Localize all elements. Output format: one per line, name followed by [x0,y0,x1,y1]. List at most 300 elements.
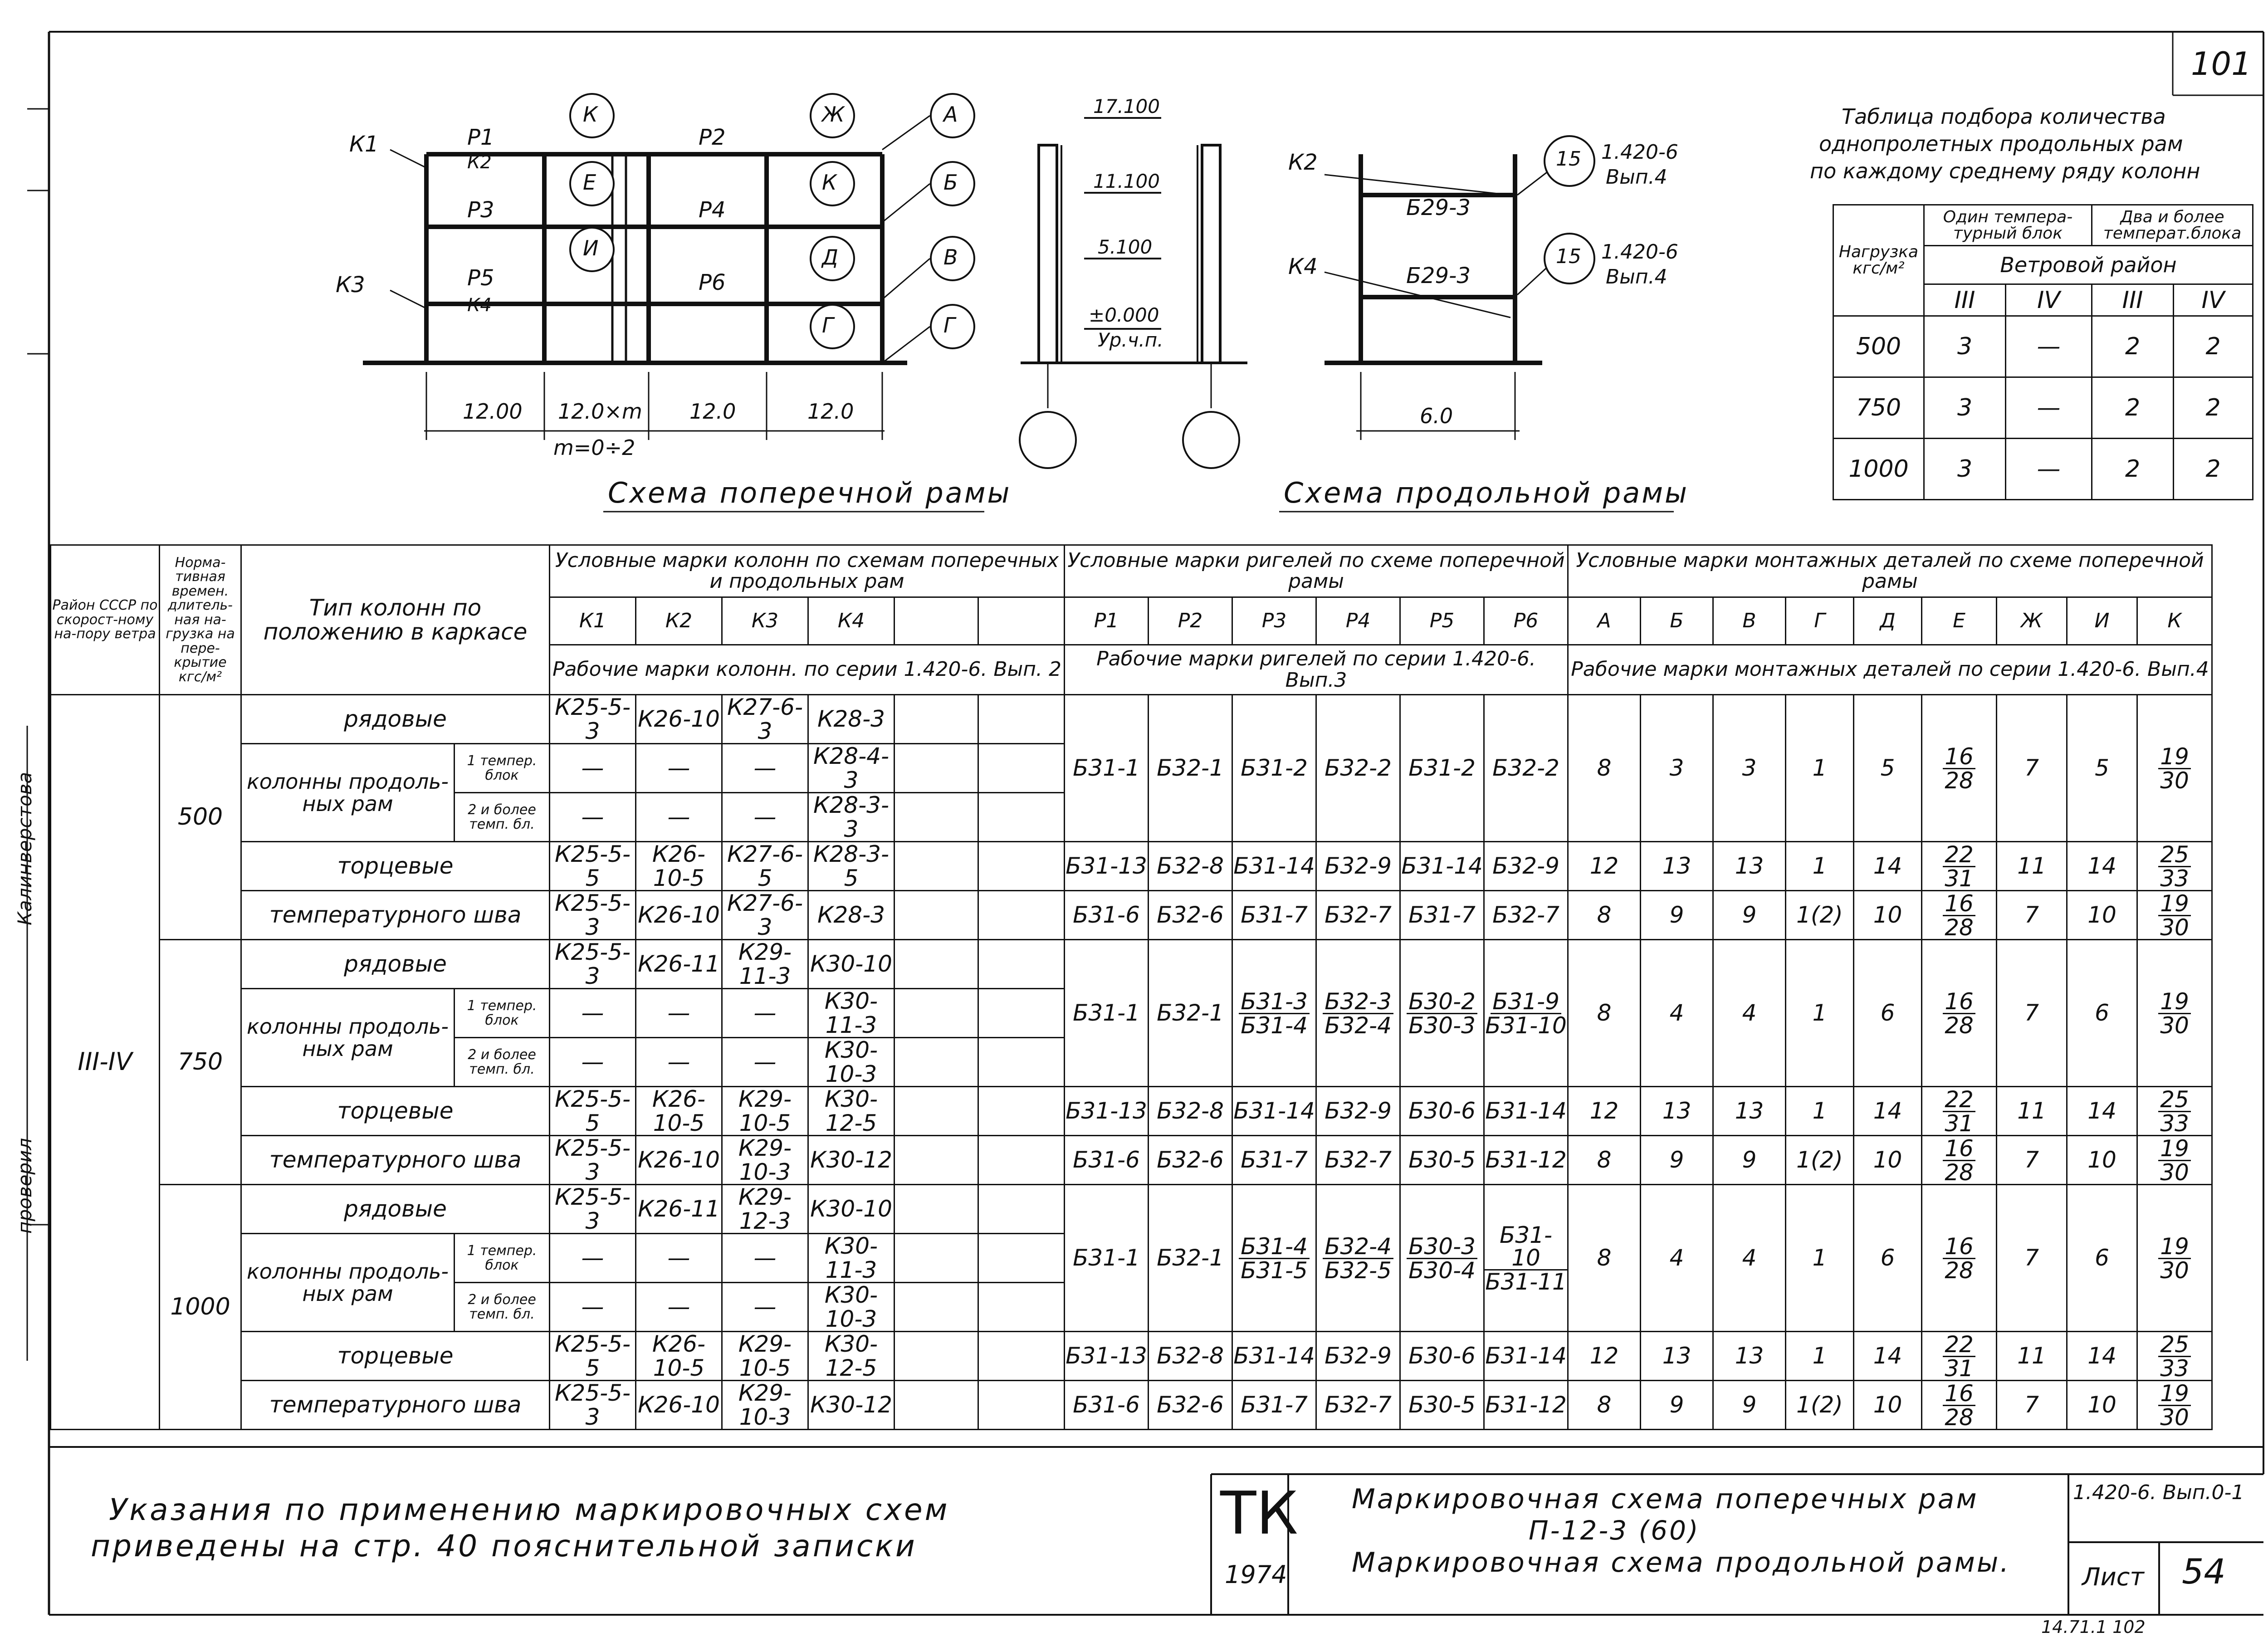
detail-cell: 4 [1713,940,1786,1087]
detail-cell: 8 [1568,1185,1641,1332]
detail-cell [1922,1332,1997,1381]
detail-cell: 8 [1568,1381,1641,1430]
column-mark: К30-12-5 [808,1087,894,1136]
detail-cell: 1 [1786,940,1854,1087]
type-long-label: колонны продоль-ных рам [241,744,455,842]
detail-cell [2137,1136,2212,1185]
beam-cell: Б32-7 [1484,891,1568,940]
empty-cell [894,1185,978,1234]
column-mark: — [722,1283,808,1332]
beam-top: Б32-4 [1323,1235,1393,1259]
h-det-group: Условные марки монтажных деталей по схеме поперечной рамы [1568,545,2212,597]
column-mark: К30-11-3 [808,1234,894,1283]
frac-den: 30 [2160,1159,2189,1185]
detail-cell: 7 [1997,1136,2067,1185]
fraction-value [1943,990,1975,1037]
detail-cell: 10 [1854,1136,1922,1185]
marking-table [50,544,2213,1430]
level-17100: 17.100 [1093,95,1160,117]
empty-cell [978,1332,1065,1381]
column-mark: К29-10-3 [722,1136,808,1185]
column-mark: К25-5-3 [550,1136,636,1185]
type-row-label: рядовые [241,695,550,744]
frac-den: 33 [2160,865,2189,891]
frac-den: 31 [1945,1355,1974,1381]
beam-cell: Б31-1 [1065,940,1149,1087]
column-mark: — [550,1234,636,1283]
column-mark: — [550,1283,636,1332]
long-ref-1b: Вып.4 [1606,166,1667,189]
frac-num: 19 [2158,1235,2191,1259]
beam-cell: Б31-7 [1232,1381,1316,1430]
detail-cell: 1(2) [1786,1381,1854,1430]
label-p2: Р2 [699,125,726,150]
beam-cell [1484,1185,1568,1332]
circle-b: Б [943,170,958,195]
h-col-work: Рабочие марки колонн. по серии 1.420-6. Вып. 2 [550,645,1065,695]
detail-cell: 14 [2067,842,2137,891]
beam-cell: Б32-6 [1149,891,1232,940]
empty-cell [978,891,1065,940]
frac-num: 16 [1943,990,1975,1014]
beam-cell: Б31-12 [1484,1381,1568,1430]
h-region: Район СССР по скорост-ному на-пору ветра [51,545,160,695]
fraction-value [2158,1088,2191,1135]
type-temp-label: температурного шва [241,891,550,940]
empty-cell [894,1038,978,1087]
detail-cell: 6 [1854,940,1922,1087]
detail-cell: 8 [1568,1136,1641,1185]
beam-cell: Б32-8 [1149,842,1232,891]
beam-cell [1484,940,1568,1087]
detail-cell: 13 [1713,842,1786,891]
sel-cell: 2 [2092,377,2174,439]
detail-cell [1922,1185,1997,1332]
footer-title-2: П-12-3 (60) [1529,1515,1700,1546]
column-mark: К25-5-3 [550,1185,636,1234]
detail-cell: 7 [1997,1185,2067,1332]
column-mark: — [722,744,808,793]
beam-top: Б30-2 [1407,990,1477,1014]
sel-h-one: Один темпера-турный блок [1924,205,2092,246]
label-p1: Р1 [467,125,494,150]
beam-cell: Б31-7 [1400,891,1484,940]
empty-cell [894,1234,978,1283]
type-one-label: 1 темпер. блок [455,1234,550,1283]
beam-cell: Б32-1 [1149,940,1232,1087]
h-type: Тип колонн по положению в каркасе [241,545,550,695]
fraction-value [1943,892,1975,939]
h-zh: Ж [1997,597,2067,645]
column-mark: К30-10 [808,940,894,989]
column-mark: К30-11-3 [808,989,894,1038]
footer-sheet-label: Лист [2082,1563,2144,1591]
detail-cell: 8 [1568,891,1641,940]
column-mark: — [722,1234,808,1283]
beam-cell: Б31-14 [1400,842,1484,891]
detail-cell [1922,891,1997,940]
beam-pair [1323,990,1393,1037]
frac-den: 33 [2160,1355,2189,1381]
type-two-label: 2 и более темп. бл. [455,793,550,842]
empty-cell [894,989,978,1038]
beam-pair [1407,990,1477,1037]
detail-cell: 1 [1786,1332,1854,1381]
detail-cell: 9 [1641,891,1713,940]
detail-cell: 10 [2067,1136,2137,1185]
longitudinal-frame-drawing [1325,154,1542,363]
beam-cell: Б32-9 [1316,842,1400,891]
column-mark: — [636,989,722,1038]
detail-cell: 4 [1713,1185,1786,1332]
h-p6: Р6 [1484,597,1568,645]
fraction-value [1943,1137,1975,1184]
detail-cell: 1 [1786,1185,1854,1332]
beam-cell: Б32-7 [1316,1136,1400,1185]
column-mark: К26-11 [636,1185,722,1234]
column-mark: — [550,989,636,1038]
detail-cell: 6 [1854,1185,1922,1332]
circle-k: К [822,170,837,195]
empty-cell [978,1283,1065,1332]
beam-bottom: Б31-11 [1485,1268,1567,1295]
detail-cell: 5 [1854,695,1922,842]
empty-cell [978,989,1065,1038]
detail-cell: 12 [1568,1332,1641,1381]
sel-load-750: 750 [1833,377,1924,439]
footer-title-3: Маркировочная схема продольной рамы. [1352,1547,2011,1578]
beam-cell: Б31-13 [1065,1332,1149,1381]
detail-cell [2137,1381,2212,1430]
beam-top: Б31-3 [1239,990,1310,1014]
detail-cell: 8 [1568,940,1641,1087]
beam-cell: Б30-6 [1400,1332,1484,1381]
h-col-group: Условные марки колонн по схемам поперечных и продольных рам [550,545,1065,597]
m-note: m=0÷2 [553,435,635,460]
column-mark: — [550,1038,636,1087]
circle-d: Д [822,245,838,269]
beam-cell: Б32-9 [1484,842,1568,891]
column-mark: К26-10-5 [636,1087,722,1136]
h-p5: Р5 [1400,597,1484,645]
h-rig-work: Рабочие марки ригелей по серии 1.420-6. Вып.3 [1065,645,1568,695]
frac-num: 16 [1943,1137,1975,1161]
beam-cell: Б31-14 [1232,1087,1316,1136]
detail-cell: 13 [1641,1332,1713,1381]
detail-cell: 4 [1641,1185,1713,1332]
fraction-value [2158,1333,2191,1380]
detail-cell: 13 [1713,1332,1786,1381]
beam-cell: Б31-6 [1065,1381,1149,1430]
detail-cell: 1(2) [1786,1136,1854,1185]
beam-cell: Б31-13 [1065,842,1149,891]
empty-cell [978,842,1065,891]
beam-cell [1232,940,1316,1087]
beam-cell: Б32-6 [1149,1381,1232,1430]
beam-cell: Б32-9 [1316,1332,1400,1381]
type-end-label: торцевые [241,1332,550,1381]
detail-cell [2137,1087,2212,1136]
column-mark: К30-12-5 [808,1332,894,1381]
circle-i: И [583,236,599,260]
empty-cell [894,744,978,793]
marking-table-body [51,695,2212,1430]
detail-cell: 13 [1641,842,1713,891]
frac-num: 16 [1943,1382,1975,1406]
frac-num: 22 [1943,1333,1975,1357]
type-long-label: колонны продоль-ных рам [241,1234,455,1332]
level-11100: 11.100 [1093,170,1160,192]
detail-cell: 10 [1854,1381,1922,1430]
sel-cell: — [2006,377,2092,439]
type-two-label: 2 и более темп. бл. [455,1038,550,1087]
fraction-value [2158,1235,2191,1282]
beam-bottom: Б31-10 [1485,1012,1567,1039]
column-mark: К25-5-5 [550,1332,636,1381]
frac-num: 16 [1943,745,1975,769]
beam-pair [1239,990,1310,1037]
column-mark: К25-5-3 [550,1381,636,1430]
detail-cell: 1(2) [1786,891,1854,940]
sel-cell: 3 [1924,439,2006,500]
sel-h-load: Нагрузка кгс/м² [1833,205,1924,316]
frac-den: 30 [2160,767,2189,794]
label-k3: К3 [336,272,365,298]
load-cell: 1000 [160,1185,241,1430]
detail-cell: 8 [1568,695,1641,842]
footer-tk: ТК [1220,1479,1298,1548]
empty-cell [978,1381,1065,1430]
detail-cell: 6 [2067,940,2137,1087]
empty-cell [978,1038,1065,1087]
beam-cell: Б31-1 [1065,1185,1149,1332]
column-mark: К26-10 [636,695,722,744]
fraction-value [1943,1382,1975,1429]
long-ref-2a: 1.420-6 [1601,240,1678,264]
beam-cell: Б31-6 [1065,891,1149,940]
beam-bottom: Б31-5 [1241,1257,1308,1284]
column-mark: К27-6-5 [722,842,808,891]
column-mark: — [722,1038,808,1087]
circle-g2: Г [943,313,955,337]
sel-h-wind: Ветровой район [1924,246,2253,284]
sel-cell: — [2006,439,2092,500]
footer-sheet-number: 54 [2182,1551,2226,1592]
corner-sheet-number: 101 [2191,45,2252,83]
beam-cell: Б32-7 [1316,1381,1400,1430]
beam-bottom: Б30-3 [1408,1012,1476,1039]
selection-table [1833,204,2253,500]
label-p3: Р3 [467,197,494,223]
sel-sub-3: III [2092,284,2174,316]
h-norm: Норма-тивная времен. длитель-ная на-грузка на пере-крытие кгс/м² [160,545,241,695]
column-mark: К25-5-5 [550,1087,636,1136]
long-ref-2b: Вып.4 [1606,265,1667,288]
sel-sub-1: III [1924,284,2006,316]
fraction-value [2158,745,2191,792]
detail-cell: 12 [1568,842,1641,891]
detail-cell [1922,1136,1997,1185]
h-p2: Р2 [1149,597,1232,645]
beam-cell: Б31-1 [1065,695,1149,842]
column-mark: К26-10 [636,1381,722,1430]
type-row-label: рядовые [241,940,550,989]
level-5100: 5.100 [1098,236,1153,258]
empty-cell [894,1087,978,1136]
long-circle-2: 15 [1556,245,1581,268]
h-e: Е [1922,597,1997,645]
column-mark: — [636,744,722,793]
column-mark: К30-12 [808,1381,894,1430]
label-k2: К2 [467,152,492,173]
column-mark: К29-10-5 [722,1087,808,1136]
load-cell: 750 [160,940,241,1185]
empty-cell [894,695,978,744]
fraction-value [1943,1088,1975,1135]
sel-cell: 2 [2174,316,2253,377]
beam-cell: Б32-7 [1316,891,1400,940]
label-p4: Р4 [699,197,726,223]
detail-cell [1922,842,1997,891]
empty-cell [978,793,1065,842]
frac-den: 28 [1945,1012,1974,1039]
sel-cell: 2 [2174,439,2253,500]
detail-cell: 10 [1854,891,1922,940]
long-circle-1: 15 [1556,147,1581,171]
beam-cell: Б32-8 [1149,1332,1232,1381]
column-mark: К28-3 [808,891,894,940]
column-mark: К30-12 [808,1136,894,1185]
detail-cell: 7 [1997,940,2067,1087]
type-two-label: 2 и более темп. бл. [455,1283,550,1332]
type-temp-label: температурного шва [241,1381,550,1430]
h-rig-group: Условные марки ригелей по схеме поперечной рамы [1065,545,1568,597]
label-p6: Р6 [699,270,726,295]
column-mark: К29-10-5 [722,1332,808,1381]
circle-k-top: К [583,102,598,127]
h-b: Б [1641,597,1713,645]
frac-num: 25 [2158,1333,2191,1357]
detail-cell [1922,1381,1997,1430]
sel-title-3: по каждому среднему ряду колонн [1810,159,2200,183]
empty-cell [894,1381,978,1430]
dim-2: 12.0×m [558,399,642,424]
long-label-k4: К4 [1288,254,1318,279]
column-mark: К28-4-3 [808,744,894,793]
sel-load-500: 500 [1833,316,1924,377]
frac-den: 28 [1945,914,1974,940]
column-mark: К27-6-3 [722,891,808,940]
frac-den: 28 [1945,767,1974,794]
detail-cell [2137,842,2212,891]
column-mark: К26-10-5 [636,842,722,891]
detail-cell: 11 [1997,1087,2067,1136]
h-k: К [2137,597,2212,645]
frac-num: 19 [2158,1137,2191,1161]
h-empty [894,597,978,645]
fraction-value [1943,745,1975,792]
detail-cell: 9 [1713,891,1786,940]
caption-transverse: Схема поперечной рамы [608,476,1012,509]
frac-den: 33 [2160,1110,2189,1136]
column-mark: — [722,793,808,842]
detail-cell: 3 [1641,695,1713,842]
long-ref-1a: 1.420-6 [1601,141,1678,164]
empty-cell [894,1136,978,1185]
empty-cell [978,744,1065,793]
frac-num: 25 [2158,843,2191,867]
circle-e: Е [583,170,596,195]
detail-cell: 14 [2067,1087,2137,1136]
column-mark: К25-5-5 [550,842,636,891]
beam-cell: Б31-7 [1232,891,1316,940]
empty-cell [978,940,1065,989]
detail-cell [2137,940,2212,1087]
detail-cell: 9 [1641,1136,1713,1185]
fraction-value [2158,892,2191,939]
detail-cell: 1 [1786,1087,1854,1136]
beam-cell: Б31-14 [1232,842,1316,891]
column-mark: К26-10 [636,891,722,940]
frac-num: 19 [2158,745,2191,769]
frac-num: 19 [2158,892,2191,916]
frac-den: 31 [1945,865,1974,891]
detail-cell [1922,1087,1997,1136]
type-one-label: 1 темпер. блок [455,744,550,793]
beam-cell: Б32-1 [1149,1185,1232,1332]
beam-cell [1316,1185,1400,1332]
beam-cell: Б32-6 [1149,1136,1232,1185]
beam-cell: Б31-6 [1065,1136,1149,1185]
empty-cell [978,1234,1065,1283]
fraction-value [1943,1333,1975,1380]
detail-cell: 14 [1854,1087,1922,1136]
beam-pair [1239,1235,1310,1282]
frac-num: 16 [1943,892,1975,916]
column-mark: К28-3-3 [808,793,894,842]
beam-bottom: Б32-4 [1325,1012,1392,1039]
frac-den: 30 [2160,914,2189,940]
type-end-label: торцевые [241,842,550,891]
h-p1: Р1 [1065,597,1149,645]
beam-cell: Б32-2 [1316,695,1400,842]
beam-cell: Б31-2 [1400,695,1484,842]
column-mark: К26-11 [636,940,722,989]
footer-title-1: Маркировочная схема поперечных рам [1352,1483,1979,1515]
beam-cell: Б32-9 [1316,1087,1400,1136]
type-row-label: рядовые [241,1185,550,1234]
h-p4: Р4 [1316,597,1400,645]
label-k1: К1 [349,132,379,157]
column-mark: К29-12-3 [722,1185,808,1234]
beam-top: Б32-3 [1323,990,1393,1014]
circle-zh: Ж [822,102,845,127]
empty-cell [894,940,978,989]
footer-year: 1974 [1225,1560,1287,1589]
beam-cell [1400,1185,1484,1332]
column-mark: — [636,1038,722,1087]
detail-cell: 5 [2067,695,2137,842]
column-mark: К28-3 [808,695,894,744]
empty-cell [894,793,978,842]
column-mark: К27-6-3 [722,695,808,744]
frac-den: 28 [1945,1257,1974,1284]
beam-cell [1232,1185,1316,1332]
beam-pair [1323,1235,1393,1282]
beam-cell: Б30-5 [1400,1381,1484,1430]
column-mark: К30-10-3 [808,1038,894,1087]
beam-cell: Б32-1 [1149,695,1232,842]
